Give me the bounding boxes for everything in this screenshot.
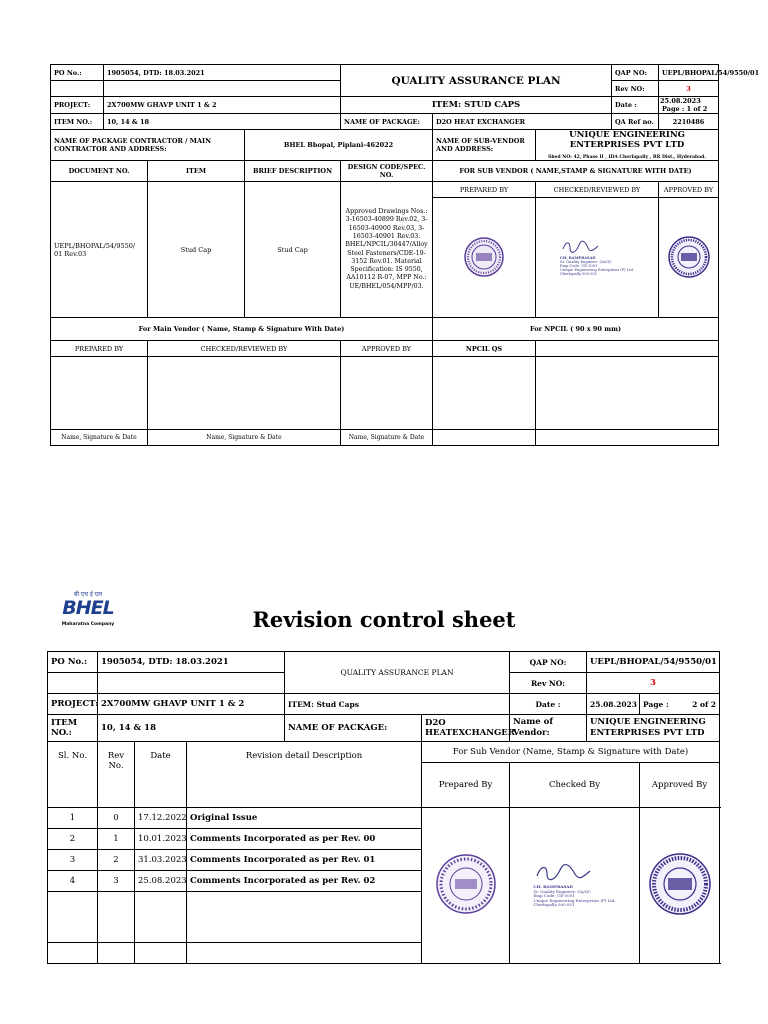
subvendor-name: UNIQUE ENGINEERING ENTERPRISES PVT LTD <box>569 130 685 150</box>
signature-icon <box>560 239 600 255</box>
row-date: 17.12.2022 <box>135 808 187 829</box>
rev-rev-no-label: Rev NO: <box>510 673 587 694</box>
main-checked-label: CHECKED/REVIEWED BY <box>148 341 341 357</box>
signer-line4: Cherlapally 500 051 <box>560 271 598 276</box>
qap-no-value: UEPL/BHOPAL/54/9550/01 <box>659 65 719 81</box>
name-sig-date-3: Name, Signature & Date <box>341 430 433 446</box>
row-rev: 1 <box>98 829 135 850</box>
col-rev-no: Rev No. <box>98 742 135 808</box>
signature-block <box>560 239 634 276</box>
rev-po-label: PO No.: <box>48 652 98 673</box>
rev-prepared-stamp-cell <box>422 808 510 964</box>
row-sl: 2 <box>48 829 98 850</box>
package-value: D2O HEAT EXCHANGER <box>433 114 612 130</box>
name-sig-date-1: Name, Signature & Date <box>51 430 148 446</box>
contractor-value: BHEL Bhopal, Piplani-462022 <box>245 130 433 161</box>
table-row <box>48 808 720 829</box>
rev-item-label: ITEM: Stud Caps <box>285 694 510 715</box>
main-approved-sign-box <box>341 357 433 430</box>
company-stamp-icon <box>463 236 505 278</box>
qap-table <box>50 64 760 446</box>
qap-no-label: QAP NO: <box>612 65 659 81</box>
rev-date-label: Date : <box>510 694 587 715</box>
approval-stamp-icon <box>647 851 713 917</box>
signature-icon <box>533 862 593 884</box>
col-date: Date <box>135 742 187 808</box>
npcil-qs-label: NPCIL QS <box>433 341 536 357</box>
checked-by-label: CHECKED/REVIEWED BY <box>536 182 659 198</box>
po-no-value: 1905054, DTD: 18.03.2021 <box>104 65 341 81</box>
checked-signature-cell <box>536 198 659 318</box>
contractor-label: NAME OF PACKAGE CONTRACTOR / MAIN CONTRACTOR AND ADDRESS: <box>51 130 245 161</box>
revision-table <box>47 651 720 964</box>
col-design: DESIGN CODE/SPEC. NO. <box>341 161 433 182</box>
main-vendor-label: For Main Vendor ( Name, Stamp & Signature With Date) <box>51 318 433 341</box>
signer-line3: Unique Engineering Enterprises (P) Ltd. <box>533 897 616 903</box>
page-label: Page : <box>662 105 685 113</box>
rev-rev-no-value: 3 <box>587 673 720 694</box>
row-desc: Original Issue <box>187 808 422 829</box>
approved-stamp-cell <box>659 198 719 318</box>
row-desc: Comments Incorporated as per Rev. 02 <box>187 871 422 892</box>
col-revision-desc: Revision detail Description <box>187 742 422 808</box>
prepared-stamp-cell <box>433 198 536 318</box>
rev-project-label: PROJECT: <box>48 694 98 715</box>
col-subvendor: FOR SUB VENDOR ( NAME,STAMP & SIGNATURE WITH DATE) <box>433 161 719 182</box>
item-title: ITEM: STUD CAPS <box>341 97 612 114</box>
qa-ref-value: 2210486 <box>659 114 719 130</box>
project-label: PROJECT: <box>51 97 104 114</box>
qap-title: QUALITY ASSURANCE PLAN <box>341 65 612 97</box>
approved-by-label: APPROVED BY <box>659 182 719 198</box>
main-prepared-label: PREPARED BY <box>51 341 148 357</box>
rev-date-value: 25.08.2023 <box>587 694 640 715</box>
npcil-label: For NPCIL ( 90 x 90 mm) <box>433 318 719 341</box>
rev-no-label: Rev NO: <box>612 81 659 97</box>
col-doc-no: DOCUMENT NO. <box>51 161 148 182</box>
date-page-cell <box>659 97 719 114</box>
revision-heading: Revision control sheet <box>252 607 516 632</box>
rev-vendor-value: UNIQUE ENGINEERING ENTERPRISES PVT LTD <box>587 715 720 742</box>
row-rev: 3 <box>98 871 135 892</box>
subvendor-cell <box>536 130 719 161</box>
rev-page-label: Page : <box>643 699 669 709</box>
item-no-value: 10, 14 & 18 <box>104 114 341 130</box>
rev-approved-stamp-cell <box>640 808 720 964</box>
company-stamp-icon <box>434 852 498 916</box>
rev-package-value: D2O HEATEXCHANGER <box>422 715 510 742</box>
page-value: 1 of 2 <box>686 105 708 113</box>
signer-line1: Sr. Quality Engineer: QA/QC <box>560 259 612 264</box>
main-checked-sign-box <box>148 357 341 430</box>
col-brief: BRIEF DESCRIPTION <box>245 161 341 182</box>
package-label: NAME OF PACKAGE: <box>341 114 433 130</box>
main-prepared-sign-box <box>51 357 148 430</box>
signer-name: CH. RAMPRASAD <box>533 884 573 890</box>
item-value: Stud Cap <box>148 182 245 318</box>
rev-qap-no-label: QAP NO: <box>510 652 587 673</box>
rev-item-no-value: 10, 14 & 18 <box>98 715 285 742</box>
npcil-qs-box <box>433 357 536 430</box>
row-desc: Comments Incorporated as per Rev. 00 <box>187 829 422 850</box>
main-approved-label: APPROVED BY <box>341 341 433 357</box>
npcil-stamp-box <box>536 357 719 430</box>
row-sl: 1 <box>48 808 98 829</box>
signer-line2: Emp Code: UE-1001 <box>533 893 575 899</box>
rev-package-label: NAME OF PACKAGE: <box>285 715 422 742</box>
logo-caption: Maharatna Company <box>61 622 115 627</box>
rev-checked-signature-cell <box>510 808 640 964</box>
rev-qap-no-value: UEPL/BHOPAL/54/9550/01 <box>587 652 720 673</box>
col-sl-no: Sl. No. <box>48 742 98 808</box>
rev-project-value: 2X700MW GHAVP UNIT 1 & 2 <box>98 694 285 715</box>
doc-no-value: UEPL/BHOPAL/54/9550/ 01 Rev.03 <box>51 182 148 318</box>
item-no-label: ITEM NO.: <box>51 114 104 130</box>
qa-ref-label: QA Ref no. <box>612 114 659 130</box>
signature-block <box>533 862 615 909</box>
col-subvendor: For Sub Vendor (Name, Stamp & Signature with Date) <box>422 742 720 763</box>
signer-name: CH. RAMPRASAD <box>560 255 596 260</box>
rev-qap-title: QUALITY ASSURANCE PLAN <box>285 652 510 694</box>
rev-vendor-label: Name of Vendor: <box>510 715 587 742</box>
col-approved-by: Approved By <box>640 763 720 808</box>
project-value: 2X700MW GHAVP UNIT 1 & 2 <box>104 97 341 114</box>
rev-item-no-label: ITEM NO.: <box>48 715 98 742</box>
subvendor-label: NAME OF SUB-VENDOR AND ADDRESS: <box>433 130 536 161</box>
rev-po-value: 1905054, DTD: 18.03.2021 <box>98 652 285 673</box>
row-date: 31.03.2023 <box>135 850 187 871</box>
po-no-label: PO No.: <box>51 65 104 81</box>
logo-text: BHEL <box>62 597 114 619</box>
row-rev: 2 <box>98 850 135 871</box>
rev-page-value: 2 of 2 <box>692 699 717 709</box>
brief-value: Stud Cap <box>245 182 341 318</box>
rev-page-cell <box>640 694 720 715</box>
row-rev: 0 <box>98 808 135 829</box>
signer-line4: Cherlapally 500 051 <box>533 902 575 908</box>
rev-no-value: 3 <box>659 81 719 97</box>
row-desc: Comments Incorporated as per Rev. 01 <box>187 850 422 871</box>
design-code-value: Approved Drawings Nos.: 3-16503-40899 Rev.02, 3-16503-40900 Rev.03, 3-16503-40901 Rev.03. BHEL/NPCIL/30447/Alloy Steel Fasteners/CDE-19-3152 Rev.01. Material Specification: IS 9550, AA10112 R-07, MPP No.: UE/BHEL/054/MPP/03. <box>341 182 433 318</box>
signer-line1: Sr. Quality Engineer: QA/QC <box>533 888 592 894</box>
signer-line3: Unique Engineering Enterprises (P) Ltd. <box>560 267 634 272</box>
col-item: ITEM <box>148 161 245 182</box>
subvendor-address: Shed NO: 42, Phase II , IDA Cherlapally , RR Dist., Hyderabad. <box>548 155 706 160</box>
row-sl: 4 <box>48 871 98 892</box>
signer-line2: Emp Code: UE-1001 <box>560 263 598 268</box>
name-sig-date-2: Name, Signature & Date <box>148 430 341 446</box>
col-prepared-by: Prepared By <box>422 763 510 808</box>
logo-hindi: बी एच ई एल <box>73 591 103 598</box>
row-date: 25.08.2023 <box>135 871 187 892</box>
row-date: 10.01.2023 <box>135 829 187 850</box>
prepared-by-label: PREPARED BY <box>433 182 536 198</box>
col-checked-by: Checked By <box>510 763 640 808</box>
date-value: 25.08.2023 <box>660 97 701 105</box>
row-sl: 3 <box>48 850 98 871</box>
date-label: Date : <box>612 97 659 114</box>
approval-stamp-icon <box>667 235 711 279</box>
